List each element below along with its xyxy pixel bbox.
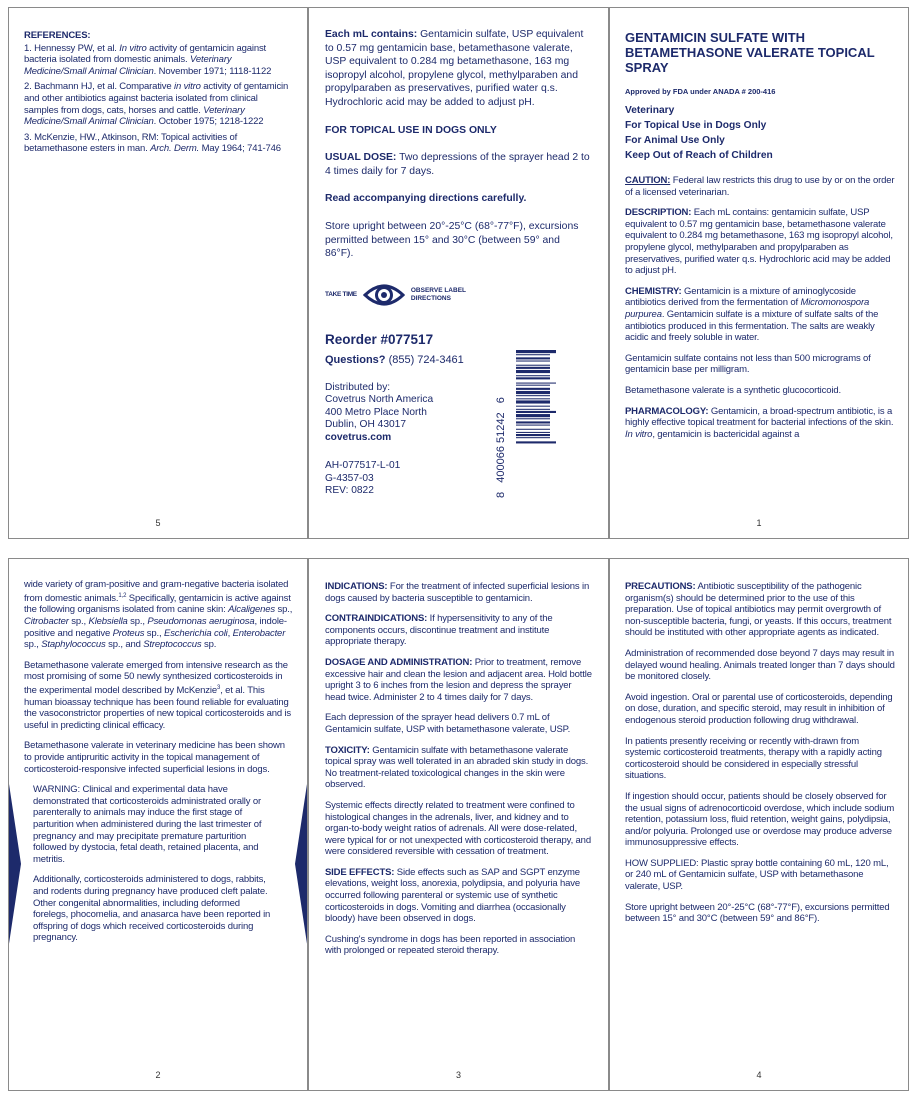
- gentamicin-activity: wide variety of gram-positive and gram-negative bacteria isolated from domestic animals.$^{1,2}$ Specifically, gentamicin is active against the following organisms isolated from canine skin: Alcaligenes sp., Citrobacter sp., Klebsiella sp., Pseudomonas aeruginosa, indole-positive and negative Proteus sp., Escherichia coli, Enterobacter sp., Staphylococcus sp., and Streptococcus sp.: [24, 579, 293, 651]
- line-keep-out: Keep Out of Reach of Children: [625, 150, 773, 161]
- precautions: PRECAUTIONS: Antibiotic susceptibility of the pathogenic organism(s) should be determined prior to the use of this preparation. Use of topical antibiotics may permit overgrowth of non-susceptible bacteria, fungi, or yeasts. If this occurs, treatment should be instituted with other appropriate agents as indicated.: [625, 581, 892, 639]
- warning-box: [24, 784, 293, 944]
- warning-text: WARNING: Clinical and experimental data have demonstrated that corticosteroids administrated orally or parenterally to animals may induce the first stage of parturition when administered during the last trimester of pregnancy and may precipitate premature parturition followed by dystocia, fetal death, retained placenta, and metritis.: [33, 784, 262, 865]
- betamethasone-note: Betamethasone valerate is a synthetic glucocorticoid.: [625, 384, 841, 396]
- barcode-bar: [516, 398, 550, 399]
- barcode-bar: [516, 365, 550, 366]
- address-line-2: Dublin, OH 43017: [325, 419, 406, 431]
- administration-duration: Administration of recommended dose beyond 7 days may result in delayed wound healing. Animals treated longer than 7 days should be monitored closely.: [625, 647, 895, 683]
- reorder-number: Reorder #077517: [325, 331, 434, 347]
- take-time-logo: [325, 281, 590, 309]
- barcode-bar: [516, 375, 550, 376]
- caution: CAUTION: Federal law restricts this drug to use by or on the order of a licensed veterinarian.: [625, 175, 895, 198]
- betamethasone-veterinary: Betamethasone valerate in veterinary medicine has been shown to provide antipruritic activity in the topical management of corticosteroid-responsive infected superficial lesions in dogs.: [24, 740, 285, 775]
- contraindications: CONTRAINDICATIONS: If hypersensitivity to any of the components occurs, discontinue treatment and institute appropriate therapy.: [325, 613, 553, 648]
- warning-right-marker: [295, 784, 307, 944]
- barcode-bar: [516, 414, 550, 417]
- panel-bottom-middle: [308, 558, 609, 1091]
- code-2: G-4357-03: [325, 472, 374, 484]
- chemistry: CHEMISTRY: Gentamicin is a mixture of aminoglycoside antibiotics derived from the fermentation of Micromonospora purpurea. Gentamicin sulfate is a mixture of sulfate salts of the antibiotics produced in this fermentation. The salts are weakly acidic and freely soluble in water.: [625, 285, 879, 344]
- topical-use-notice: FOR TOPICAL USE IN DOGS ONLY: [325, 124, 497, 136]
- barcode-bar: [516, 377, 550, 379]
- betamethasone-research: Betamethasone valerate emerged from intensive research as the most promising of some 50 newly synthesized corticosteroids in the experimental model described by McKenzie$^3$, et al. This human bioassay technique has been found reliable for evaluating the vasoconstrictor properties of new topical corticosteroids and is useful in predicting clinical efficacy.: [24, 659, 292, 731]
- panel-top-middle: [308, 7, 609, 539]
- barcode-bar: [516, 429, 550, 430]
- barcode-bar: [516, 385, 550, 386]
- systemic-effects: Systemic effects directly related to treatment were confined to histological changes in the adrenals, liver, and kidney and to organ-to-body weight ratios of adrenals. All were dose-related, were typical for or not unexpected with corticosteroid therapy, and were considered reversible with cessation of treatment.: [325, 799, 591, 858]
- barcode-bar: [516, 437, 550, 438]
- address-line-1: 400 Metro Place North: [325, 406, 427, 418]
- barcode-bar: [516, 409, 550, 410]
- barcode-bar: [516, 391, 550, 394]
- line-animal-use: For Animal Use Only: [625, 135, 725, 146]
- line-veterinary: Veterinary: [625, 105, 675, 116]
- barcode-bar: [516, 425, 550, 426]
- description: DESCRIPTION: Each mL contains: gentamicin sulfate, USP equivalent to 0.57 mg gentamicin base, betamethasone valerate equivalent to 0.284 mg betamethasone, 163 mg isopropyl alcohol, propylene glycol, methylparaben and propylparaben as preservatives, purified water q.s. Hydrochloric acid may be added to adjust pH.: [625, 207, 893, 277]
- eye-icon: [363, 281, 405, 309]
- pharmacology: PHARMACOLOGY: Gentamicin, a broad-spectrum antibiotic, is a highly effective topical treatment for bacterial infections of the skin. In vitro, gentamicin is bactericidal against a: [625, 405, 894, 440]
- gentamicin-content: Gentamicin sulfate contains not less than 500 micrograms of gentamicin base per milligram.: [625, 352, 871, 376]
- barcode-bar: [516, 350, 556, 353]
- barcode-bar: [516, 370, 550, 373]
- barcode-bar: [516, 388, 550, 390]
- line-topical-use: For Topical Use in Dogs Only: [625, 120, 767, 131]
- panel-bottom-left: [8, 558, 308, 1091]
- barcode-bar: [516, 411, 556, 413]
- fda-approval: Approved by FDA under ANADA # 200-416: [625, 87, 776, 96]
- website: covetrus.com: [325, 431, 392, 443]
- observe-label-text: OBSERVE LABEL DIRECTIONS: [410, 287, 466, 302]
- barcode-bar: [516, 421, 550, 423]
- page-number: 5: [155, 518, 161, 528]
- read-directions: Read accompanying directions carefully.: [325, 193, 527, 205]
- barcode-number: 8 400066 51242 6: [495, 397, 507, 498]
- each-depression: Each depression of the sprayer head delivers 0.7 mL of Gentamicin sulfate, USP with betamethasone valerate, USP.: [325, 712, 571, 735]
- indications: INDICATIONS: For the treatment of infected superficial lesions in dogs caused by bacteria susceptible to gentamicin.: [325, 581, 590, 604]
- additionally-text: Additionally, corticosteroids administered to dogs, rabbits, and rodents during pregnancy have produced cleft palate. Other congenital abnormalities, including deformed forelegs, phocomelia, and anasarca have been reported in offspring of dogs which received corticosteroids during pregnancy.: [33, 874, 271, 944]
- stressful-situations: In patients presently receiving or recently with-drawn from systemic corticosteroid treatments, therapy with a rapidly acting corticosteroid should be considered in especially stressful situations.: [625, 735, 882, 782]
- product-title: GENTAMICIN SULFATE WITH BETAMETHASONE VALERATE TOPICAL SPRAY: [625, 30, 875, 75]
- page-number: 3: [455, 1070, 461, 1080]
- barcode-bar: [516, 432, 550, 433]
- cushing-syndrome: Cushing's syndrome in dogs has been reported in association with prolonged or repeated steroid therapy.: [325, 933, 576, 957]
- barcode-bar: [516, 367, 550, 369]
- barcode-bar: [516, 434, 550, 436]
- barcode-bar: [516, 361, 550, 362]
- panel-top-right: [609, 7, 909, 539]
- barcode-bar: [516, 400, 550, 403]
- barcode: [514, 348, 574, 500]
- each-ml-contains: Each mL contains: Gentamicin sulfate, USP equivalent to 0.57 mg gentamicin base, betamethasone valerate, USP equivalent to 0.284 mg betamethasone, 163 mg isopropyl alcohol, propylene glycol, methylparaben and propylparaben as preservatives, purified water q.s. Hydrochloric acid may be added to adjust pH.: [325, 29, 584, 108]
- page-number: 4: [756, 1070, 762, 1080]
- distributed-by: Distributed by:: [325, 381, 391, 393]
- barcode-bar: [516, 395, 550, 396]
- panel-top-left: [8, 7, 308, 539]
- barcode-bar: [516, 441, 556, 443]
- references-heading: REFERENCES:: [24, 30, 91, 41]
- page-number: 1: [756, 518, 762, 528]
- panel-bottom-right: [609, 558, 909, 1091]
- take-time-text: TAKE TIME: [325, 290, 357, 298]
- code-1: AH-077517-L-01: [325, 460, 401, 472]
- how-supplied: HOW SUPPLIED: Plastic spray bottle containing 60 mL, 120 mL, or 240 mL of Gentamicin sulfate, USP with betamethasone valerate, USP.: [625, 857, 889, 893]
- barcode-bar: [516, 354, 550, 355]
- toxicity: TOXICITY: Gentamicin sulfate with betamethasone valerate topical spray was well tolerated in an abraded skin study in dogs. No treatment-related toxicological changes in the skin were observed.: [325, 744, 589, 791]
- barcode-bar: [516, 357, 550, 359]
- usage-lines: [625, 103, 896, 163]
- warning-left-marker: [9, 784, 21, 944]
- avoid-ingestion: Avoid ingestion. Oral or parental use of corticosteroids, depending on dose, duration, and specific steroid, may result in inhibition of endogenous steroid production following drug withdrawal.: [625, 691, 893, 726]
- questions-phone: Questions? (855) 724-3461: [325, 354, 464, 367]
- barcode-bar: [516, 383, 556, 384]
- company-name: Covetrus North America: [325, 394, 434, 406]
- storage: Store upright between 20°-25°C (68°-77°F), excursions permitted between 15° and 30°C (between 59° and 86°F).: [625, 901, 890, 925]
- dosage-administration: DOSAGE AND ADMINISTRATION: Prior to treatment, remove excessive hair and clean the lesion and adjacent area. Hold bottle upright 3 to 6 inches from the lesion and depress the sprayer head twice. Administer 2 to 4 times daily for 7 days.: [325, 656, 592, 703]
- reference-1: 1. Hennessy PW, et al. In vitro activity of gentamicin against bacteria isolated from domestic animals. Veterinary Medicine/Small Animal Clinician. November 1971; 1118-1122: [24, 42, 272, 77]
- overdose-signs: If ingestion should occur, patients should be closely observed for the usual signs of adrenocorticoid overdose, which include sodium retention, potassium loss, fluid retention, weight gains, polydipsia, and/or polyuria. Prolonged use or overdose may produce adverse immunosuppressive effects.: [625, 790, 895, 849]
- barcode-bar: [516, 406, 550, 407]
- page-number: 2: [155, 1070, 161, 1080]
- code-3: REV: 0822: [325, 485, 374, 497]
- reference-2: 2. Bachmann HJ, et al. Comparative in vitro activity of gentamicin and other antibiotics against bacteria isolated from clinical samples from dogs, cats, horses and cattle. Veterinary Medicine/Small Animal Clinician. October 1975; 1218-1222: [24, 81, 289, 128]
- barcode-bar: [516, 418, 550, 419]
- usual-dose: USUAL DOSE: Two depressions of the sprayer head 2 to 4 times daily for 7 days.: [325, 152, 590, 177]
- reference-3: 3. McKenzie, HW., Atkinson, RM: Topical activities of betamethasone esters in man. Arch. Derm. May 1964; 741-746: [24, 131, 281, 155]
- storage-text: Store upright between 20°-25°C (68°-77°F), excursions permitted between 15° and 30°C (between 59° and 86°F).: [325, 220, 579, 260]
- side-effects: SIDE EFFECTS: Side effects such as SAP and SGPT enzyme elevations, weight loss, anorexia, polydipsia, and polyuria have occurred following parenteral or systemic use of synthetic corticosteroids in dogs. Vomiting and diarrhea (occasionally bloody) have been observed in dogs.: [325, 866, 580, 925]
